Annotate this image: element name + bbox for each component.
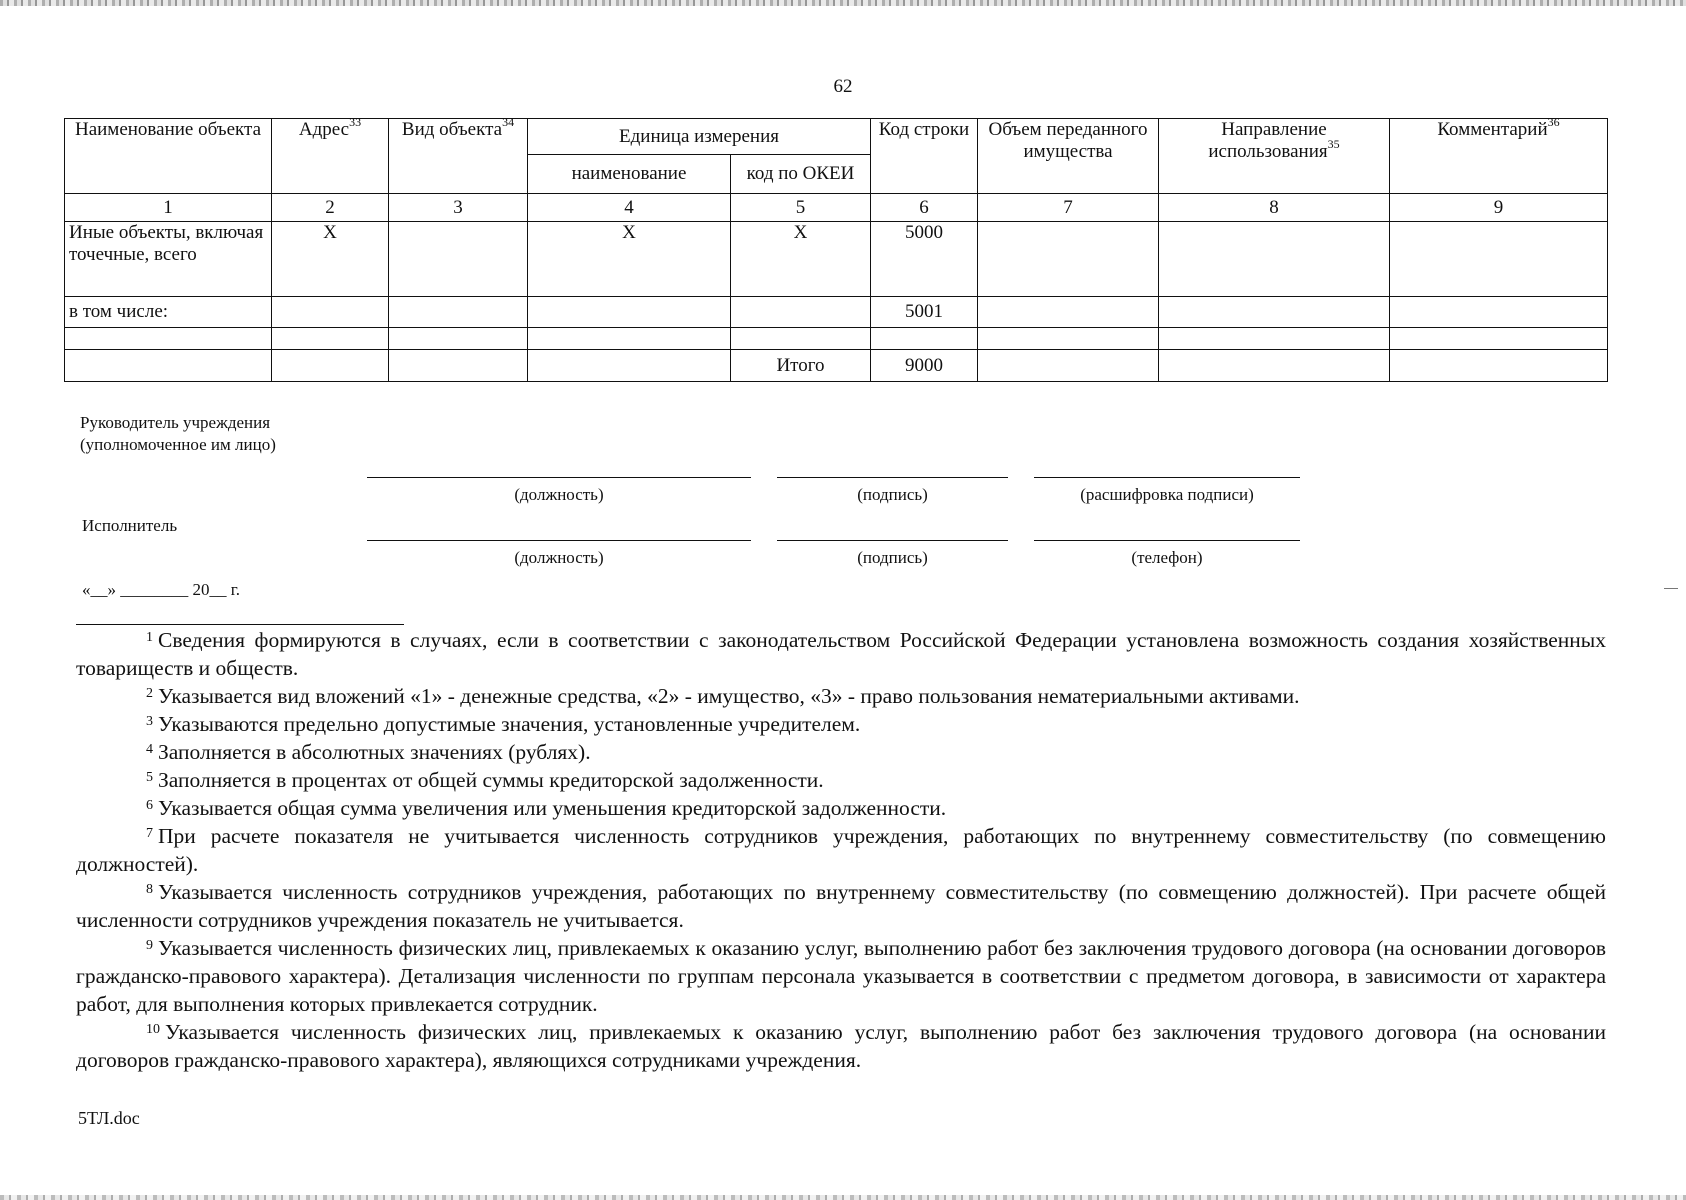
signature-caption: (подпись) bbox=[857, 485, 928, 504]
signature-caption: (подпись) bbox=[857, 548, 928, 567]
row-object-type bbox=[389, 297, 528, 328]
row-volume bbox=[978, 350, 1159, 382]
footnote-mark: 2 bbox=[146, 686, 153, 701]
head-position-line bbox=[367, 477, 751, 478]
table-row bbox=[65, 350, 1608, 382]
executor-signature-line bbox=[777, 540, 1008, 541]
footnote-text: При расчете показателя не учитывается численность сотрудников учреждения, работающих по внутреннему совместительству (по совмещению должностей). bbox=[76, 824, 1606, 876]
row-unit-name: Х bbox=[528, 222, 731, 297]
column-number-row bbox=[65, 194, 1608, 222]
footnote-mark: 9 bbox=[146, 938, 153, 953]
header-unit-name: наименование bbox=[528, 155, 731, 194]
row-line-code: 9000 bbox=[871, 350, 978, 382]
footnote bbox=[76, 822, 1606, 878]
file-name: 5ТЛ.doc bbox=[78, 1108, 140, 1128]
footnote bbox=[76, 1018, 1606, 1074]
footnote-text: Заполняется в процентах от общей суммы кредиторской задолженности. bbox=[158, 768, 824, 792]
row-object-type bbox=[389, 350, 528, 382]
column-number: 8 bbox=[1159, 194, 1390, 222]
footnote-mark: 3 bbox=[146, 714, 153, 729]
row-unit-okei bbox=[731, 297, 871, 328]
footnote-text: Указывается численность сотрудников учреждения, работающих по внутреннему совместительству (по совмещению должностей). При расчете общей численности сотрудников учреждения показатель не учитывается. bbox=[76, 880, 1606, 932]
footnote bbox=[76, 710, 1606, 738]
row-unit-okei: Х bbox=[731, 222, 871, 297]
row-direction bbox=[1159, 350, 1390, 382]
row-direction bbox=[1159, 222, 1390, 297]
row-address bbox=[272, 328, 389, 350]
footnote-mark: 6 bbox=[146, 798, 153, 813]
header-address: Адрес$^{33}$ bbox=[272, 119, 389, 194]
row-address: Х bbox=[272, 222, 389, 297]
footnote-mark: 7 bbox=[146, 826, 153, 841]
column-number: 5 bbox=[731, 194, 871, 222]
footnote bbox=[76, 626, 1606, 682]
footnote-text: Указывается вид вложений «1» - денежные средства, «2» - имущество, «3» - право пользования нематериальными активами. bbox=[158, 684, 1300, 708]
footnote-text: Указывается численность физических лиц, привлекаемых к оказанию услуг, выполнению работ без заключения трудового договора (на основании договоров гражданско-правового характера). Детализация численности по группам персонала указывается в соответствии с предметом договора, в зависимости от характера работ, для выполнения которых привлекается сотрудник. bbox=[76, 936, 1606, 1016]
header-comment: Комментарий$^{36}$ bbox=[1390, 119, 1608, 194]
table-row bbox=[65, 328, 1608, 350]
row-comment bbox=[1390, 328, 1608, 350]
footnote-text: Указываются предельно допустимые значения, установленные учредителем. bbox=[158, 712, 861, 736]
row-direction bbox=[1159, 297, 1390, 328]
footnotes bbox=[76, 626, 1606, 1074]
row-object-type bbox=[389, 222, 528, 297]
footnote-text: Указывается численность физических лиц, привлекаемых к оказанию услуг, выполнению работ без заключения трудового договора (на основании договоров гражданско-правового характера), являющихся сотрудниками учреждения. bbox=[76, 1020, 1606, 1072]
row-object-name: Иные объекты, включая точечные, всего bbox=[65, 222, 272, 297]
scan-edge-top bbox=[0, 0, 1686, 6]
page-number: 62 bbox=[833, 76, 853, 97]
executor-label: Исполнитель bbox=[82, 516, 178, 535]
row-object-name bbox=[65, 328, 272, 350]
footnote bbox=[76, 794, 1606, 822]
header-unit-group: Единица измерения bbox=[528, 119, 871, 155]
row-address bbox=[272, 297, 389, 328]
footnote bbox=[76, 766, 1606, 794]
footnote-text: Указывается общая сумма увеличения или уменьшения кредиторской задолженности. bbox=[158, 796, 947, 820]
position-caption: (должность) bbox=[514, 485, 604, 504]
column-number: 1 bbox=[65, 194, 272, 222]
executor-phone-line bbox=[1034, 540, 1300, 541]
footnote bbox=[76, 878, 1606, 934]
column-number: 3 bbox=[389, 194, 528, 222]
header-unit-okei: код по ОКЕИ bbox=[731, 155, 871, 194]
header-object-type: Вид объекта$^{34}$ bbox=[389, 119, 528, 194]
phone-caption: (телефон) bbox=[1131, 548, 1203, 567]
column-number: 6 bbox=[871, 194, 978, 222]
row-volume bbox=[978, 297, 1159, 328]
row-comment bbox=[1390, 350, 1608, 382]
footnote-text: Сведения формируются в случаях, если в соответствии с законодательством Российской Федерации установлена возможность создания хозяйственных товариществ и обществ. bbox=[76, 628, 1606, 680]
footnote-mark: 8 bbox=[146, 882, 153, 897]
row-unit-name bbox=[528, 350, 731, 382]
footnote-mark: 1 bbox=[146, 630, 153, 645]
footnote-separator bbox=[76, 624, 404, 625]
row-line-code: 5001 bbox=[871, 297, 978, 328]
signature-decoding-caption: (расшифровка подписи) bbox=[1080, 485, 1254, 504]
footnote-text: Заполняется в абсолютных значениях (рублях). bbox=[158, 740, 591, 764]
table-row bbox=[65, 222, 1608, 297]
objects-table bbox=[64, 115, 1608, 382]
row-unit-okei bbox=[731, 328, 871, 350]
executor-position-line bbox=[367, 540, 751, 541]
date-field: «__» ________ 20__ г. bbox=[82, 580, 241, 599]
footnote bbox=[76, 934, 1606, 1018]
header-direction: Направление использования$^{35}$ bbox=[1159, 119, 1390, 194]
header-line-code: Код строки bbox=[871, 119, 978, 194]
row-line-code bbox=[871, 328, 978, 350]
row-volume bbox=[978, 222, 1159, 297]
footnote-mark: 4 bbox=[146, 742, 153, 757]
head-signature-line bbox=[777, 477, 1008, 478]
row-line-code: 5000 bbox=[871, 222, 978, 297]
row-object-type bbox=[389, 328, 528, 350]
row-address bbox=[272, 350, 389, 382]
table-row bbox=[65, 297, 1608, 328]
column-number: 9 bbox=[1390, 194, 1608, 222]
column-number: 4 bbox=[528, 194, 731, 222]
row-comment bbox=[1390, 222, 1608, 297]
row-comment bbox=[1390, 297, 1608, 328]
column-number: 7 bbox=[978, 194, 1159, 222]
row-object-name bbox=[65, 350, 272, 382]
row-total-label: Итого bbox=[731, 350, 871, 382]
head-decoding-line bbox=[1034, 477, 1300, 478]
position-caption: (должность) bbox=[514, 548, 604, 567]
scan-margin-mark bbox=[1664, 588, 1678, 589]
column-number: 2 bbox=[272, 194, 389, 222]
scan-edge-bottom bbox=[0, 1195, 1686, 1200]
header-volume: Объем переданного имущества bbox=[978, 119, 1159, 194]
footnote-mark: 5 bbox=[146, 770, 153, 785]
row-direction bbox=[1159, 328, 1390, 350]
row-volume bbox=[978, 328, 1159, 350]
row-unit-name bbox=[528, 297, 731, 328]
footnote bbox=[76, 738, 1606, 766]
footnote-mark: 10 bbox=[146, 1022, 160, 1037]
head-of-institution-label: Руководитель учреждения (уполномоченное им лицо) bbox=[80, 413, 276, 454]
row-unit-name bbox=[528, 328, 731, 350]
header-object-name: Наименование объекта bbox=[65, 119, 272, 194]
footnote bbox=[76, 682, 1606, 710]
row-object-name: в том числе: bbox=[65, 297, 272, 328]
